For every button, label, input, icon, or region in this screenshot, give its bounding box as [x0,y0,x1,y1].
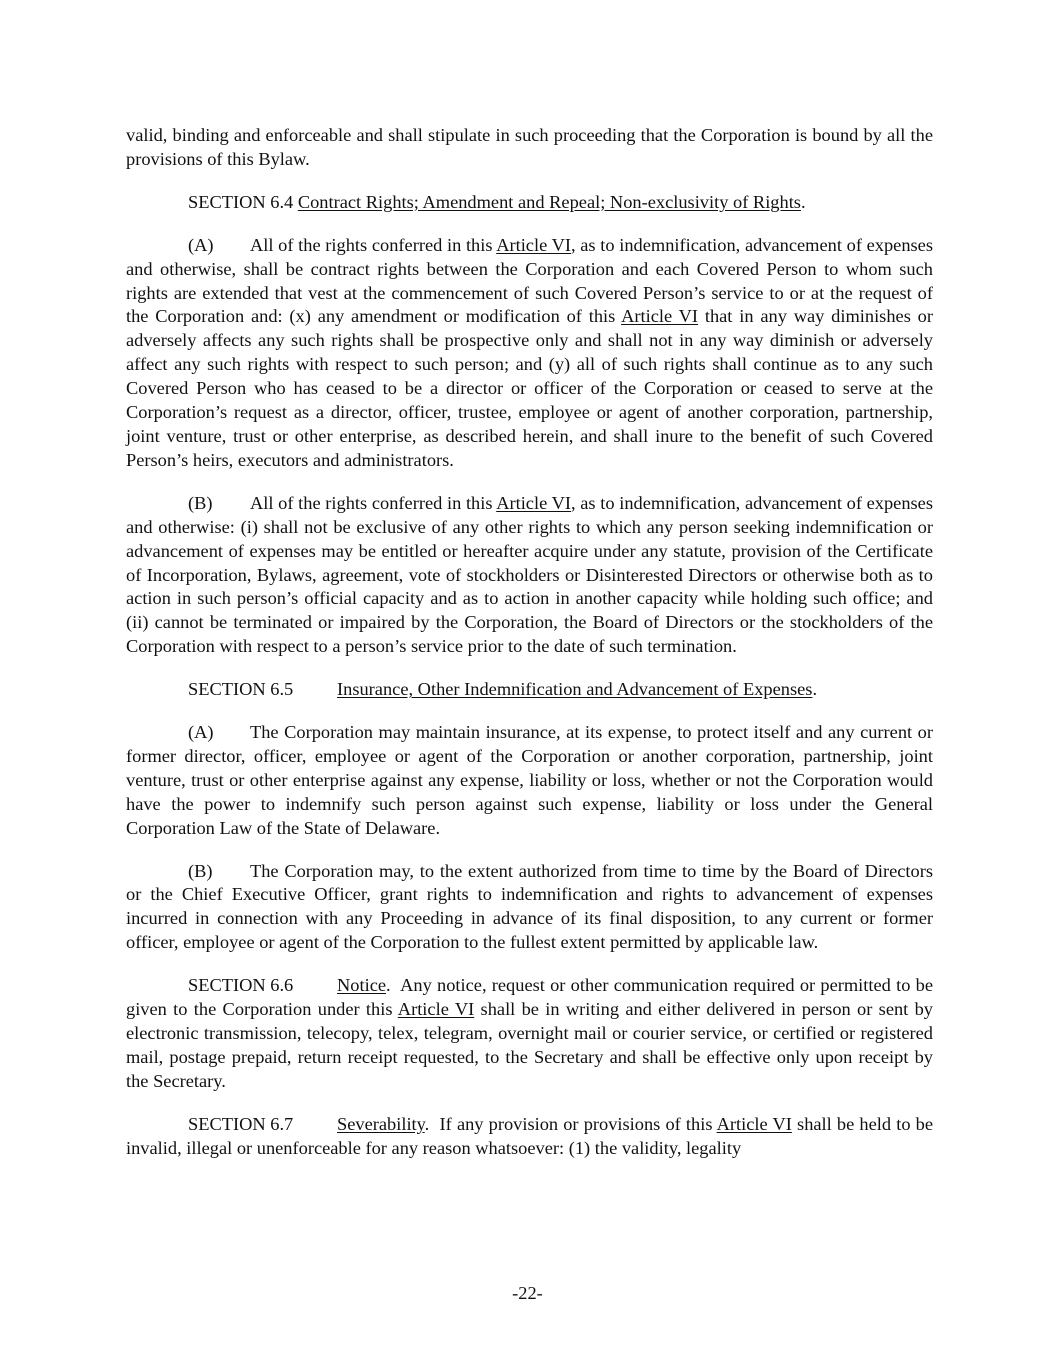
section-6-6-paragraph: SECTION 6.6 Notice. Any notice, request or other communication required or permitted to be given to the Corporation under this Article VI shall be in writing and either delivered in person or sent by electronic transmission, telecopy, telex, telegram, overnight mail or courier service, or certified or registered mail, postage prepaid, return receipt requested, to the Secretary and shall be effective only upon receipt by the Secretary. [126,975,938,1091]
intro-paragraph [126,124,933,172]
section-6-4-title: Contract Rights; Amendment and Repeal; Non-exclusivity of Rights [297,191,801,212]
paragraph-label: (B) [188,860,213,881]
section-6-7-paragraph: SECTION 6.7 Severability. If any provision or provisions of this Article VI shall be held to be invalid, illegal or unenforceable for any reason whatsoever: (1) the validity, legality [126,1113,934,1158]
article-vi-reference: Article VI [496,234,571,255]
section-6-4-heading: SECTION 6.4 Contract Rights; Amendment and Repeal; Non-exclusivity of Rights. [188,191,806,212]
intro-text: valid, binding and enforceable and shall stipulate in such proceeding that the Corporation is bound by all the provisions of this Bylaw. [126,125,933,169]
article-vi-reference: Article VI [397,999,475,1020]
article-vi-reference: Article VI [496,492,571,513]
section-6-6-title: Notice [337,975,387,996]
article-vi-reference: Article VI [716,1113,792,1134]
section-6-5-heading: SECTION 6.5 Insurance, Other Indemnification and Advancement of Expenses. [126,678,933,702]
paragraph-label: (B) [188,492,213,513]
paragraph-label: (A) [188,722,214,743]
section-6-5-title: Insurance, Other Indemnification and Advancement of Expenses [337,679,813,700]
section-6-5-a-paragraph: (A) The Corporation may maintain insurance, at its expense, to protect itself and any current or former director, officer, employee or agent of the Corporation or another corporation, partnership, joint venture, trust or other enterprise against any expense, liability or loss, whether or not the Corporation would have the power to indemnify such person against such expense, liability or loss under the General Corporation Law of the State of Delaware. [126,722,933,838]
section-6-5-number: SECTION 6.5 [188,679,294,700]
page-number: -22- [512,1283,543,1303]
section-6-4-b-paragraph: (B) All of the rights conferred in this Article VI, as to indemnification, advancement of expenses and otherwise: (i) shall not be exclusive of any other rights to which any person seeking indemnification or advancement of expenses may be entitled or hereafter acquire under any statute, provision of the Certificate of Incorporation, Bylaws, agreement, vote of stockholders or Disinterested Directors or otherwise both as to action in such person’s official capacity and as to action in another capacity while holding such office; and (ii) cannot be terminated or impaired by the Corporation, the Board of Directors or the stockholders of the Corporation with respect to a person’s service prior to the date of such termination. [126,492,933,657]
section-6-4-a-paragraph: (A) All of the rights conferred in this Article VI, as to indemnification, advancement of expenses and otherwise, shall be contract rights between the Corporation and each Covered Person to whom such rights are extended that vest at the commencement of such Covered Person’s service to or at the request of the Corporation and: (x) any amendment or modification of this Article VI that in any way diminishes or adversely affects any such rights shall be prospective only and shall not in any way diminish or adversely affect any such rights with respect to such person; and (y) all of such rights shall continue as to any such Covered Person who has ceased to be a director or officer of the Corporation or ceased to serve at the Corporation’s request as a director, officer, trustee, employee or agent of another corporation, partnership, joint venture, trust or other enterprise, as described herein, and shall inure to the benefit of such Covered Person’s heirs, executors and administrators. [126,234,933,470]
article-vi-reference: Article VI [621,306,699,327]
section-6-5-b-paragraph: (B) The Corporation may, to the extent authorized from time to time by the Board of Directors or the Chief Executive Officer, grant rights to indemnification and rights to advancement of expenses incurred in connection with any Proceeding in advance of its final disposition, to any current or former officer, employee or agent of the Corporation to the fullest extent permitted by applicable law. [126,860,933,953]
paragraph-label: (A) [188,234,214,255]
section-6-4-number: SECTION 6.4 [188,191,294,212]
section-6-7-number: SECTION 6.7 [188,1113,294,1134]
section-6-7-title: Severability [337,1113,425,1134]
section-6-6-number: SECTION 6.6 [188,975,294,996]
document-page [126,124,938,1180]
